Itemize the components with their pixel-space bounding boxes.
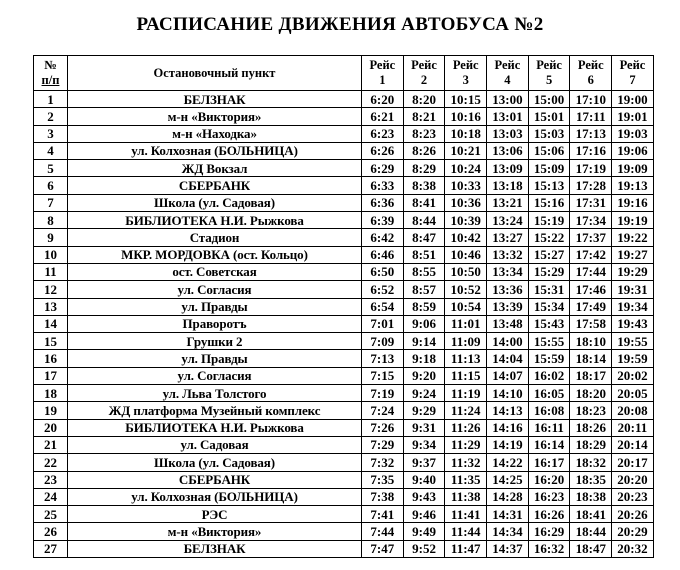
departure-time: 19:09 — [612, 160, 654, 177]
departure-time: 18:20 — [570, 385, 612, 402]
departure-time: 16:17 — [528, 454, 570, 471]
table-row — [34, 419, 654, 436]
departure-time: 17:46 — [570, 281, 612, 298]
stop-name: ул. Льва Толстого — [68, 385, 362, 402]
departure-time: 19:03 — [612, 125, 654, 142]
departure-time: 19:16 — [612, 194, 654, 211]
departure-time: 20:11 — [612, 419, 654, 436]
departure-time: 16:26 — [528, 506, 570, 523]
departure-time: 6:26 — [362, 142, 404, 159]
departure-time: 6:46 — [362, 246, 404, 263]
trip-column-header: Рейс 5 — [528, 56, 570, 91]
departure-time: 18:32 — [570, 454, 612, 471]
table-row — [34, 229, 654, 246]
departure-time: 19:27 — [612, 246, 654, 263]
table-row — [34, 160, 654, 177]
departure-time: 6:36 — [362, 194, 404, 211]
departure-time: 19:06 — [612, 142, 654, 159]
departure-time: 9:06 — [403, 315, 445, 332]
departure-time: 14:31 — [487, 506, 529, 523]
table-row — [34, 194, 654, 211]
departure-time: 20:26 — [612, 506, 654, 523]
table-row — [34, 108, 654, 125]
schedule-table — [33, 55, 654, 558]
departure-time: 11:13 — [445, 350, 487, 367]
departure-time: 13:36 — [487, 281, 529, 298]
departure-time: 9:43 — [403, 488, 445, 505]
departure-time: 15:09 — [528, 160, 570, 177]
row-number: 5 — [34, 160, 68, 177]
stop-name: м-н «Виктория» — [68, 108, 362, 125]
table-row — [34, 333, 654, 350]
departure-time: 17:28 — [570, 177, 612, 194]
stop-name: БЕЛЗНАК — [68, 540, 362, 557]
departure-time: 8:38 — [403, 177, 445, 194]
departure-time: 19:01 — [612, 108, 654, 125]
departure-time: 11:47 — [445, 540, 487, 557]
departure-time: 19:31 — [612, 281, 654, 298]
departure-time: 7:47 — [362, 540, 404, 557]
departure-time: 11:29 — [445, 436, 487, 453]
row-number: 25 — [34, 506, 68, 523]
departure-time: 7:38 — [362, 488, 404, 505]
departure-time: 18:14 — [570, 350, 612, 367]
departure-time: 8:20 — [403, 91, 445, 108]
departure-time: 16:20 — [528, 471, 570, 488]
departure-time: 10:46 — [445, 246, 487, 263]
departure-time: 18:23 — [570, 402, 612, 419]
departure-time: 13:27 — [487, 229, 529, 246]
departure-time: 16:02 — [528, 367, 570, 384]
table-row — [34, 540, 654, 557]
departure-time: 15:03 — [528, 125, 570, 142]
departure-time: 16:08 — [528, 402, 570, 419]
table-row — [34, 488, 654, 505]
stop-name: БЕЛЗНАК — [68, 91, 362, 108]
page-title: РАСПИСАНИЕ ДВИЖЕНИЯ АВТОБУСА №2 — [136, 14, 544, 35]
trip-column-header: Рейс 3 — [445, 56, 487, 91]
departure-time: 15:55 — [528, 333, 570, 350]
departure-time: 6:42 — [362, 229, 404, 246]
departure-time: 19:13 — [612, 177, 654, 194]
stop-name: Праворотъ — [68, 315, 362, 332]
departure-time: 17:19 — [570, 160, 612, 177]
row-number: 1 — [34, 91, 68, 108]
departure-time: 17:58 — [570, 315, 612, 332]
departure-time: 8:21 — [403, 108, 445, 125]
row-number: 2 — [34, 108, 68, 125]
row-number: 4 — [34, 142, 68, 159]
departure-time: 15:00 — [528, 91, 570, 108]
departure-time: 19:59 — [612, 350, 654, 367]
departure-time: 9:20 — [403, 367, 445, 384]
stop-name: м-н «Виктория» — [68, 523, 362, 540]
stop-name: м-н «Находка» — [68, 125, 362, 142]
departure-time: 13:48 — [487, 315, 529, 332]
row-number: 7 — [34, 194, 68, 211]
departure-time: 8:26 — [403, 142, 445, 159]
stop-name: ЖД Вокзал — [68, 160, 362, 177]
departure-time: 7:15 — [362, 367, 404, 384]
departure-time: 7:13 — [362, 350, 404, 367]
row-number: 19 — [34, 402, 68, 419]
departure-time: 9:18 — [403, 350, 445, 367]
departure-time: 9:34 — [403, 436, 445, 453]
trip-column-header: Рейс 2 — [403, 56, 445, 91]
departure-time: 8:23 — [403, 125, 445, 142]
departure-time: 19:55 — [612, 333, 654, 350]
departure-time: 19:00 — [612, 91, 654, 108]
departure-time: 15:31 — [528, 281, 570, 298]
row-number: 8 — [34, 212, 68, 229]
departure-time: 10:33 — [445, 177, 487, 194]
departure-time: 7:01 — [362, 315, 404, 332]
departure-time: 9:37 — [403, 454, 445, 471]
row-number: 22 — [34, 454, 68, 471]
table-row — [34, 402, 654, 419]
departure-time: 17:10 — [570, 91, 612, 108]
departure-time: 9:46 — [403, 506, 445, 523]
departure-time: 15:43 — [528, 315, 570, 332]
departure-time: 18:29 — [570, 436, 612, 453]
row-number: 24 — [34, 488, 68, 505]
departure-time: 17:16 — [570, 142, 612, 159]
number-column-header: № п/п — [34, 56, 68, 91]
departure-time: 9:49 — [403, 523, 445, 540]
departure-time: 18:10 — [570, 333, 612, 350]
row-number: 12 — [34, 281, 68, 298]
row-number: 23 — [34, 471, 68, 488]
row-number: 27 — [34, 540, 68, 557]
departure-time: 20:23 — [612, 488, 654, 505]
departure-time: 20:32 — [612, 540, 654, 557]
table-row — [34, 367, 654, 384]
table-row — [34, 212, 654, 229]
departure-time: 14:34 — [487, 523, 529, 540]
table-row — [34, 385, 654, 402]
departure-time: 16:05 — [528, 385, 570, 402]
departure-time: 11:44 — [445, 523, 487, 540]
departure-time: 15:22 — [528, 229, 570, 246]
departure-time: 20:05 — [612, 385, 654, 402]
departure-time: 18:17 — [570, 367, 612, 384]
trip-column-header: Рейс 1 — [362, 56, 404, 91]
departure-time: 14:00 — [487, 333, 529, 350]
departure-time: 17:42 — [570, 246, 612, 263]
departure-time: 17:11 — [570, 108, 612, 125]
departure-time: 11:24 — [445, 402, 487, 419]
departure-time: 19:34 — [612, 298, 654, 315]
departure-time: 13:18 — [487, 177, 529, 194]
row-number: 9 — [34, 229, 68, 246]
departure-time: 11:38 — [445, 488, 487, 505]
departure-time: 6:20 — [362, 91, 404, 108]
departure-time: 6:21 — [362, 108, 404, 125]
departure-time: 6:33 — [362, 177, 404, 194]
departure-time: 18:41 — [570, 506, 612, 523]
table-row — [34, 125, 654, 142]
departure-time: 15:01 — [528, 108, 570, 125]
stop-name: РЭС — [68, 506, 362, 523]
stop-name: ул. Правды — [68, 298, 362, 315]
departure-time: 9:14 — [403, 333, 445, 350]
departure-time: 13:34 — [487, 263, 529, 280]
table-row — [34, 91, 654, 108]
departure-time: 19:22 — [612, 229, 654, 246]
departure-time: 14:16 — [487, 419, 529, 436]
row-number: 6 — [34, 177, 68, 194]
stop-name: ул. Согласия — [68, 281, 362, 298]
departure-time: 8:29 — [403, 160, 445, 177]
departure-time: 9:40 — [403, 471, 445, 488]
departure-time: 8:41 — [403, 194, 445, 211]
departure-time: 18:44 — [570, 523, 612, 540]
departure-time: 11:32 — [445, 454, 487, 471]
trip-column-header: Рейс 7 — [612, 56, 654, 91]
departure-time: 9:24 — [403, 385, 445, 402]
departure-time: 20:14 — [612, 436, 654, 453]
stop-name: Школа (ул. Садовая) — [68, 194, 362, 211]
trip-column-header: Рейс 4 — [487, 56, 529, 91]
row-number: 16 — [34, 350, 68, 367]
departure-time: 17:13 — [570, 125, 612, 142]
departure-time: 14:22 — [487, 454, 529, 471]
departure-time: 6:29 — [362, 160, 404, 177]
departure-time: 8:44 — [403, 212, 445, 229]
departure-time: 10:54 — [445, 298, 487, 315]
table-row — [34, 142, 654, 159]
departure-time: 7:44 — [362, 523, 404, 540]
departure-time: 11:35 — [445, 471, 487, 488]
departure-time: 13:39 — [487, 298, 529, 315]
departure-time: 20:29 — [612, 523, 654, 540]
departure-time: 15:16 — [528, 194, 570, 211]
row-number: 15 — [34, 333, 68, 350]
departure-time: 8:55 — [403, 263, 445, 280]
departure-time: 15:06 — [528, 142, 570, 159]
stop-name: БИБЛИОТЕКА Н.И. Рыжкова — [68, 212, 362, 229]
departure-time: 8:51 — [403, 246, 445, 263]
table-row — [34, 454, 654, 471]
departure-time: 10:18 — [445, 125, 487, 142]
departure-time: 14:19 — [487, 436, 529, 453]
stop-name: ост. Советская — [68, 263, 362, 280]
departure-time: 11:41 — [445, 506, 487, 523]
departure-time: 11:26 — [445, 419, 487, 436]
departure-time: 14:25 — [487, 471, 529, 488]
table-row — [34, 436, 654, 453]
departure-time: 7:35 — [362, 471, 404, 488]
stop-name: ул. Садовая — [68, 436, 362, 453]
departure-time: 7:41 — [362, 506, 404, 523]
stop-name: Стадион — [68, 229, 362, 246]
departure-time: 11:15 — [445, 367, 487, 384]
table-row — [34, 350, 654, 367]
stop-name: ул. Колхозная (БОЛЬНИЦА) — [68, 142, 362, 159]
departure-time: 6:23 — [362, 125, 404, 142]
stop-name: БИБЛИОТЕКА Н.И. Рыжкова — [68, 419, 362, 436]
row-number: 17 — [34, 367, 68, 384]
departure-time: 7:26 — [362, 419, 404, 436]
departure-time: 15:29 — [528, 263, 570, 280]
departure-time: 10:39 — [445, 212, 487, 229]
departure-time: 18:35 — [570, 471, 612, 488]
stop-name: ЖД платформа Музейный комплекс — [68, 402, 362, 419]
table-row — [34, 246, 654, 263]
schedule-body — [34, 91, 654, 558]
row-number: 26 — [34, 523, 68, 540]
departure-time: 16:23 — [528, 488, 570, 505]
departure-time: 15:13 — [528, 177, 570, 194]
departure-time: 6:52 — [362, 281, 404, 298]
departure-time: 13:32 — [487, 246, 529, 263]
departure-time: 14:13 — [487, 402, 529, 419]
departure-time: 8:47 — [403, 229, 445, 246]
departure-time: 17:34 — [570, 212, 612, 229]
table-row — [34, 471, 654, 488]
departure-time: 17:44 — [570, 263, 612, 280]
stop-name: МКР. МОРДОВКА (ост. Кольцо) — [68, 246, 362, 263]
departure-time: 11:09 — [445, 333, 487, 350]
departure-time: 10:50 — [445, 263, 487, 280]
departure-time: 7:32 — [362, 454, 404, 471]
departure-time: 19:19 — [612, 212, 654, 229]
departure-time: 7:19 — [362, 385, 404, 402]
departure-time: 19:43 — [612, 315, 654, 332]
departure-time: 16:14 — [528, 436, 570, 453]
departure-time: 14:07 — [487, 367, 529, 384]
departure-time: 13:03 — [487, 125, 529, 142]
departure-time: 9:31 — [403, 419, 445, 436]
departure-time: 18:47 — [570, 540, 612, 557]
departure-time: 6:50 — [362, 263, 404, 280]
departure-time: 18:38 — [570, 488, 612, 505]
row-number: 14 — [34, 315, 68, 332]
stop-name: Грушки 2 — [68, 333, 362, 350]
row-number: 21 — [34, 436, 68, 453]
header-row — [34, 56, 654, 91]
departure-time: 17:49 — [570, 298, 612, 315]
departure-time: 13:21 — [487, 194, 529, 211]
departure-time: 16:11 — [528, 419, 570, 436]
stop-column-header: Остановочный пункт — [68, 56, 362, 91]
stop-name: СБЕРБАНК — [68, 471, 362, 488]
row-number: 10 — [34, 246, 68, 263]
departure-time: 11:19 — [445, 385, 487, 402]
departure-time: 20:08 — [612, 402, 654, 419]
departure-time: 7:09 — [362, 333, 404, 350]
stop-name: ул. Колхозная (БОЛЬНИЦА) — [68, 488, 362, 505]
row-number: 13 — [34, 298, 68, 315]
departure-time: 9:52 — [403, 540, 445, 557]
departure-time: 16:32 — [528, 540, 570, 557]
departure-time: 15:59 — [528, 350, 570, 367]
departure-time: 10:21 — [445, 142, 487, 159]
row-number: 20 — [34, 419, 68, 436]
departure-time: 13:09 — [487, 160, 529, 177]
departure-time: 14:10 — [487, 385, 529, 402]
departure-time: 14:04 — [487, 350, 529, 367]
departure-time: 16:29 — [528, 523, 570, 540]
stop-name: ул. Правды — [68, 350, 362, 367]
departure-time: 10:24 — [445, 160, 487, 177]
table-row — [34, 315, 654, 332]
departure-time: 7:24 — [362, 402, 404, 419]
departure-time: 7:29 — [362, 436, 404, 453]
departure-time: 10:16 — [445, 108, 487, 125]
trip-column-header: Рейс 6 — [570, 56, 612, 91]
departure-time: 10:52 — [445, 281, 487, 298]
departure-time: 11:01 — [445, 315, 487, 332]
departure-time: 14:37 — [487, 540, 529, 557]
departure-time: 9:29 — [403, 402, 445, 419]
departure-time: 17:31 — [570, 194, 612, 211]
table-row — [34, 281, 654, 298]
departure-time: 15:27 — [528, 246, 570, 263]
table-row — [34, 506, 654, 523]
row-number: 3 — [34, 125, 68, 142]
departure-time: 18:26 — [570, 419, 612, 436]
table-row — [34, 263, 654, 280]
table-row — [34, 298, 654, 315]
table-row — [34, 177, 654, 194]
row-number: 11 — [34, 263, 68, 280]
departure-time: 10:15 — [445, 91, 487, 108]
departure-time: 13:06 — [487, 142, 529, 159]
departure-time: 20:17 — [612, 454, 654, 471]
departure-time: 13:24 — [487, 212, 529, 229]
departure-time: 8:57 — [403, 281, 445, 298]
departure-time: 13:00 — [487, 91, 529, 108]
departure-time: 14:28 — [487, 488, 529, 505]
stop-name: Школа (ул. Садовая) — [68, 454, 362, 471]
departure-time: 15:19 — [528, 212, 570, 229]
departure-time: 10:42 — [445, 229, 487, 246]
stop-name: ул. Согласия — [68, 367, 362, 384]
departure-time: 10:36 — [445, 194, 487, 211]
table-row — [34, 523, 654, 540]
departure-time: 6:54 — [362, 298, 404, 315]
departure-time: 20:20 — [612, 471, 654, 488]
departure-time: 19:29 — [612, 263, 654, 280]
departure-time: 15:34 — [528, 298, 570, 315]
departure-time: 6:39 — [362, 212, 404, 229]
departure-time: 17:37 — [570, 229, 612, 246]
stop-name: СБЕРБАНК — [68, 177, 362, 194]
row-number: 18 — [34, 385, 68, 402]
departure-time: 20:02 — [612, 367, 654, 384]
departure-time: 8:59 — [403, 298, 445, 315]
departure-time: 13:01 — [487, 108, 529, 125]
